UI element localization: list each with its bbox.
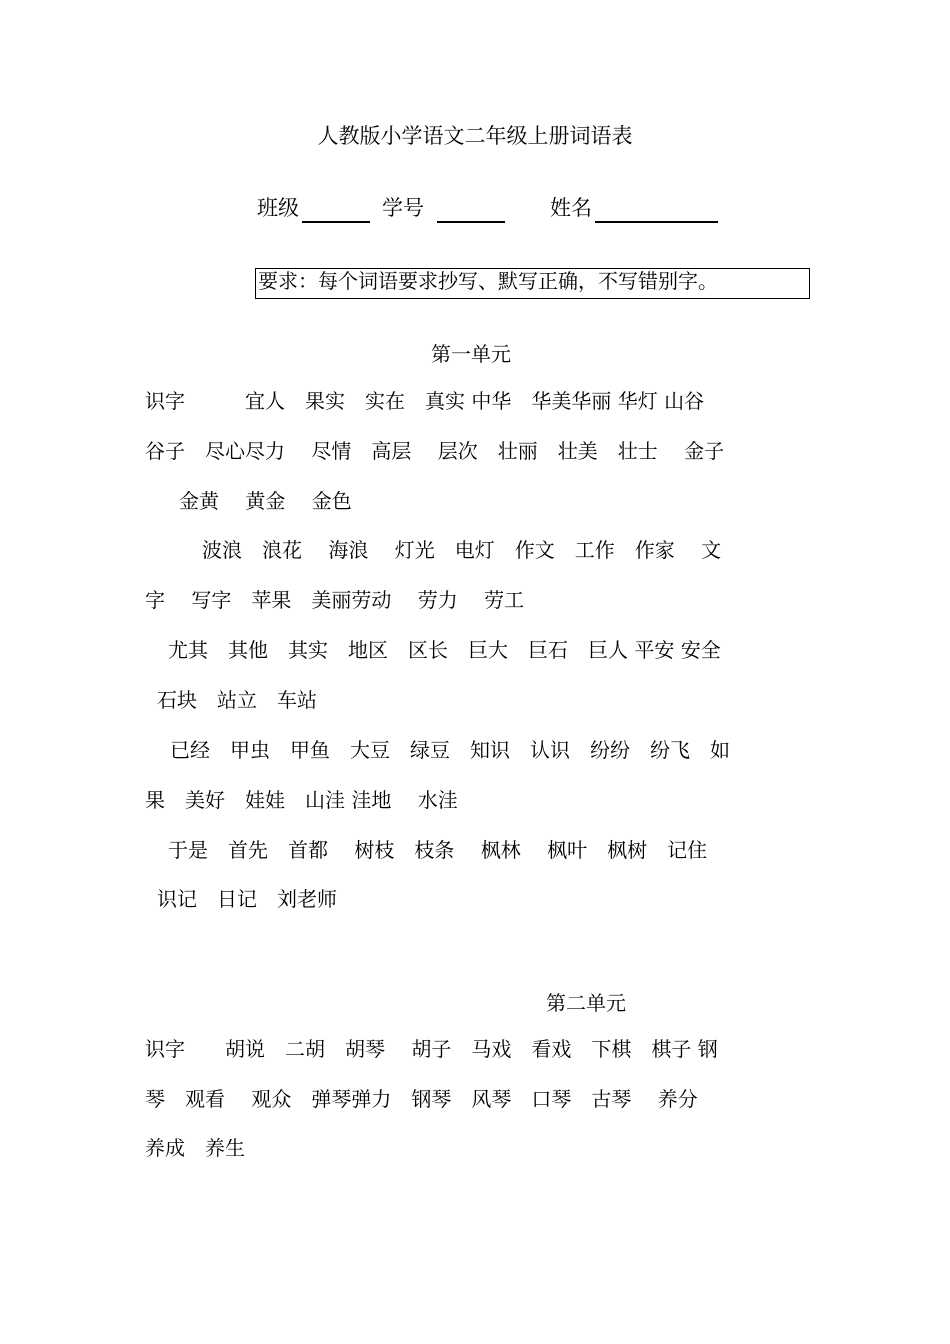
unit1-line: 尤其 其他 其实 地区 区长 巨大 巨石 巨人 平安 安全 — [168, 638, 721, 662]
name-label: 姓名 — [550, 196, 592, 220]
unit2-line: 养成 养生 — [145, 1136, 245, 1160]
unit1-line: 石块 站立 车站 — [157, 688, 317, 712]
name-blank-line — [595, 221, 718, 223]
class-blank-line — [302, 221, 370, 223]
unit1-line: 波浪 浪花 海浪 灯光 电灯 作文 工作 作家 文 — [202, 538, 722, 562]
class-label: 班级 — [257, 196, 299, 220]
unit1-line: 谷子 尽心尽力 尽情 高层 层次 壮丽 壮美 壮士 金子 — [145, 439, 725, 463]
unit1-line: 于是 首先 首都 树枝 枝条 枫林 枫叶 枫树 记住 — [168, 838, 708, 862]
student-number-blank-line — [437, 221, 505, 223]
unit1-line: 已经 甲虫 甲鱼 大豆 绿豆 知识 认识 纷纷 纷飞 如 — [170, 738, 730, 762]
unit1-line: 金黄 黄金 金色 — [179, 489, 352, 513]
requirement-text: 要求：每个词语要求抄写、默写正确，不写错别字。 — [258, 269, 718, 293]
unit1-line: 字 写字 苹果 美丽劳动 劳力 劳工 — [145, 588, 525, 612]
unit1-heading: 第一单元 — [431, 342, 511, 366]
unit2-heading: 第二单元 — [546, 991, 626, 1015]
page-title: 人教版小学语文二年级上册词语表 — [317, 124, 633, 148]
unit2-line: 琴 观看 观众 弹琴弹力 钢琴 风琴 口琴 古琴 养分 — [145, 1087, 698, 1111]
student-number-label: 学号 — [382, 196, 424, 220]
unit1-line: 识记 日记 刘老师 — [157, 887, 337, 911]
unit2-line: 识字 胡说 二胡 胡琴 胡子 马戏 看戏 下棋 棋子 钢 — [145, 1037, 718, 1061]
unit1-line: 识字 宜人 果实 实在 真实 中华 华美华丽 华灯 山谷 — [145, 389, 705, 413]
unit1-line: 果 美好 娃娃 山洼 洼地 水洼 — [145, 788, 458, 812]
